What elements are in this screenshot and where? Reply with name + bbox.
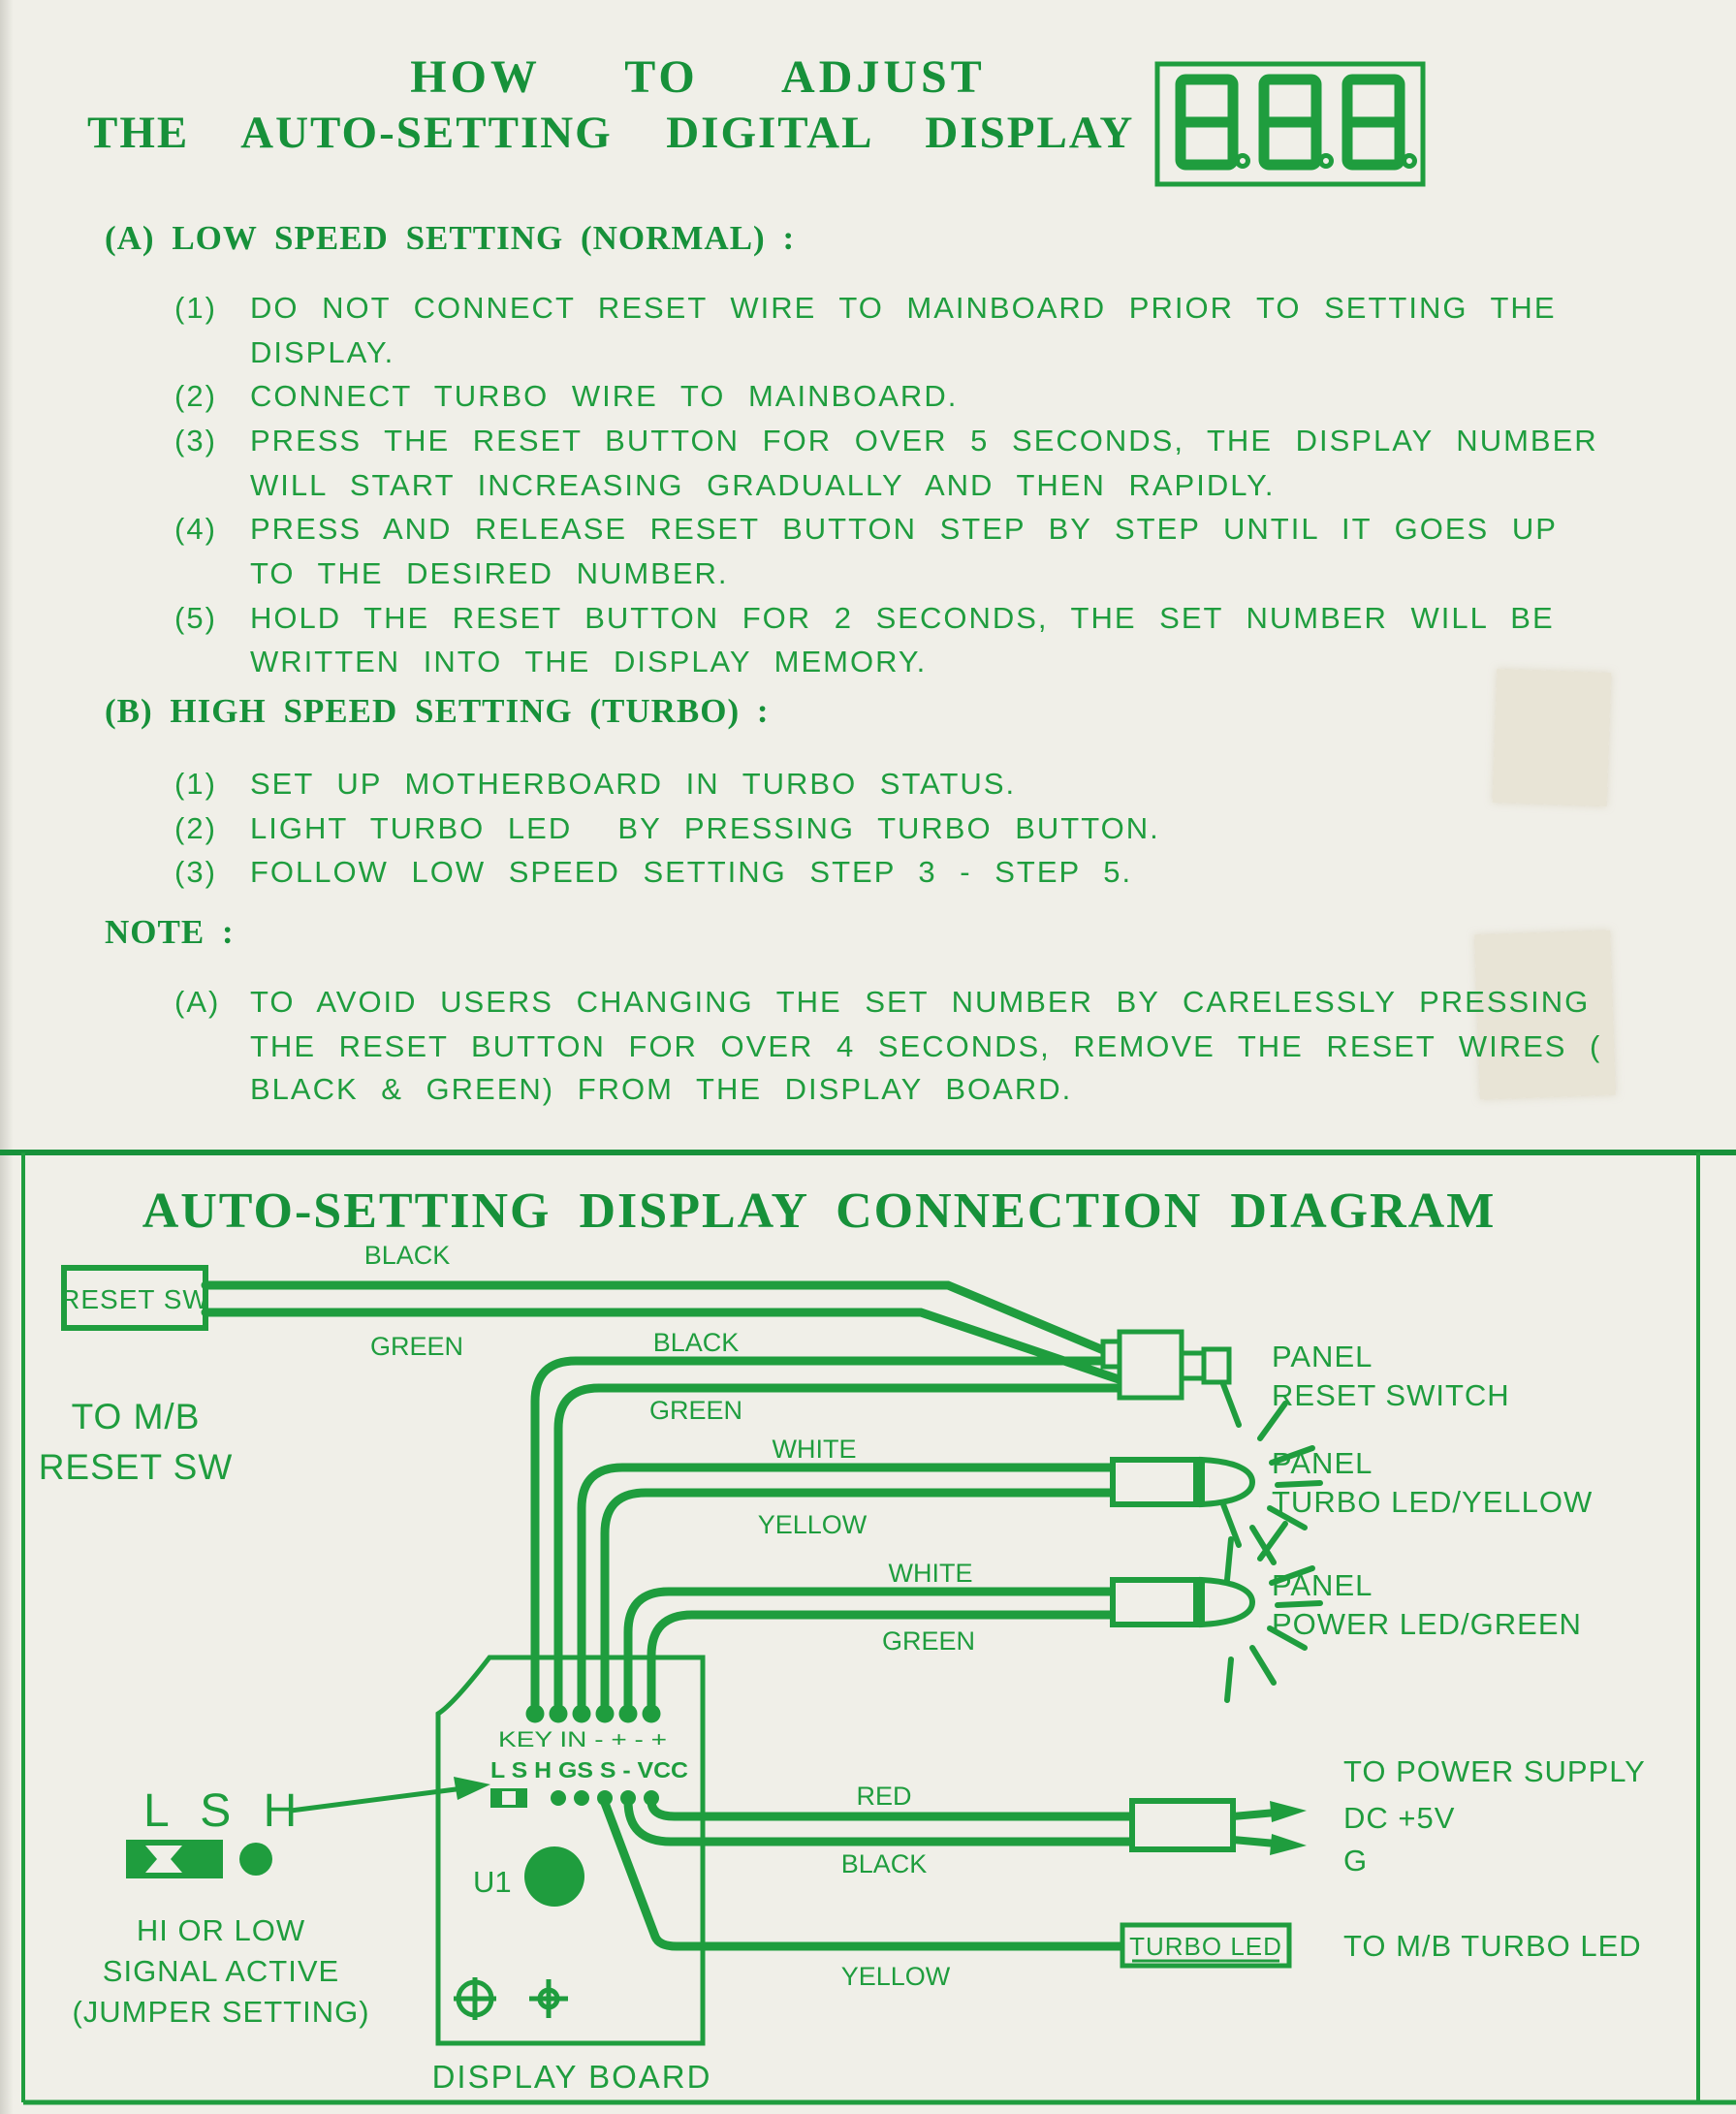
lsh-legend-label: L S H — [143, 1785, 307, 1837]
board-pin-row2-label: L S H GS S - VCC — [490, 1757, 688, 1783]
section-b-heading: (B) HIGH SPEED SETTING (TURBO) : — [105, 692, 770, 730]
item-a5-num: (5) — [174, 601, 217, 635]
wire-label-black-power: BLACK — [840, 1849, 928, 1878]
item-b1-line1: SET UP MOTHERBOARD IN TURBO STATUS. — [250, 767, 1017, 801]
panel-turbo-caption-line1: PANEL — [1272, 1446, 1373, 1480]
panel-reset-switch-icon — [1103, 1332, 1229, 1398]
note-num: (A) — [174, 985, 221, 1019]
seg-dot-3 — [1405, 156, 1415, 167]
wire-label-yellow-mb: YELLOW — [840, 1962, 951, 1991]
to-mb-reset-label-line1: TO M/B — [71, 1397, 201, 1436]
reset-sw-box-label: RESET SW — [60, 1284, 209, 1314]
tape-mark-top — [1493, 669, 1612, 806]
panel-reset-caption-line2: RESET SWITCH — [1272, 1378, 1510, 1412]
to-mb-turbo-caption: TO M/B TURBO LED — [1343, 1929, 1642, 1963]
item-b3-line1: FOLLOW LOW SPEED SETTING STEP 3 - STEP 5. — [250, 855, 1133, 889]
item-a3-line1: PRESS THE RESET BUTTON FOR OVER 5 SECONDS, THE DISPLAY NUMBER — [250, 424, 1598, 458]
board-pin-row1-label: KEY IN - + - + — [498, 1727, 667, 1751]
connection-diagram — [0, 1124, 1736, 2114]
jumper-legend-pin-dot — [239, 1843, 272, 1876]
item-a4-line1: PRESS AND RELEASE RESET BUTTON STEP BY STEP UNTIL IT GOES UP — [250, 512, 1558, 546]
panel-power-caption-line1: PANEL — [1272, 1568, 1373, 1602]
board-jumper-cap — [502, 1791, 516, 1805]
power-supply-caption-line3: G — [1343, 1844, 1369, 1877]
power-connector-icon — [1132, 1801, 1233, 1849]
to-mb-reset-label-line2: RESET SW — [38, 1447, 234, 1487]
jumper-note-line2: SIGNAL ACTIVE — [102, 1954, 340, 1988]
panel-power-caption-line2: POWER LED/GREEN — [1272, 1607, 1582, 1641]
power-supply-caption-line1: TO POWER SUPPLY — [1343, 1754, 1646, 1788]
board-u1-label: U1 — [473, 1865, 512, 1899]
item-a5-line2: WRITTEN INTO THE DISPLAY MEMORY. — [250, 645, 928, 678]
page-title-line2: THE AUTO-SETTING DIGITAL DISPLAY — [87, 108, 1135, 158]
item-a4-num: (4) — [174, 512, 217, 546]
page-title-line1: HOW TO ADJUST — [410, 51, 986, 103]
item-a1-line1: DO NOT CONNECT RESET WIRE TO MAINBOARD PRIOR TO SETTING THE — [250, 291, 1557, 325]
item-a2-line1: CONNECT TURBO WIRE TO MAINBOARD. — [250, 379, 959, 413]
seg-dot-1 — [1238, 156, 1248, 167]
wire-label-green1: GREEN — [369, 1332, 464, 1361]
wire-label-black1: BLACK — [363, 1241, 451, 1270]
item-a1-line2: DISPLAY. — [250, 335, 395, 369]
item-a4-line2: TO THE DESIRED NUMBER. — [250, 556, 729, 590]
mounting-hole-icon-small — [529, 1979, 568, 2018]
note-line2: THE RESET BUTTON FOR OVER 4 SECONDS, REMOVE THE RESET WIRES ( — [250, 1029, 1602, 1063]
wire-label-red: RED — [856, 1782, 912, 1811]
board-pin-dots — [526, 1705, 661, 1723]
power-lead-arrow-bottom — [1270, 1834, 1307, 1855]
board-solder-dots — [551, 1790, 659, 1806]
wire-label-white-turbo: WHITE — [772, 1435, 857, 1464]
item-a3-num: (3) — [174, 424, 217, 458]
power-connector-leads — [1233, 1813, 1276, 1844]
panel-turbo-caption-line2: TURBO LED/YELLOW — [1272, 1485, 1594, 1519]
mounting-hole-icon-large — [454, 1977, 496, 2020]
note-line3: BLACK & GREEN) FROM THE DISPLAY BOARD. — [250, 1072, 1073, 1106]
jumper-note-line3: (JUMPER SETTING) — [72, 1995, 370, 2029]
power-led-icon — [1113, 1504, 1320, 1700]
panel-reset-caption-line1: PANEL — [1272, 1340, 1373, 1373]
seg-digit-1 — [1181, 79, 1233, 165]
item-a1-num: (1) — [174, 291, 217, 325]
seg-dot-2 — [1321, 156, 1332, 167]
power-lead-arrow-top — [1270, 1801, 1307, 1822]
seg-digit-3 — [1347, 79, 1400, 165]
jumper-pointer-arrowhead — [454, 1777, 490, 1800]
item-b3-num: (3) — [174, 855, 217, 889]
seven-segment-display — [1153, 60, 1427, 188]
chip-u1-icon — [524, 1846, 584, 1907]
wire-label-black2: BLACK — [652, 1328, 740, 1357]
diagram-title: AUTO-SETTING DISPLAY CONNECTION DIAGRAM — [142, 1183, 1497, 1239]
wire-label-white-power: WHITE — [888, 1559, 973, 1588]
item-b2-line1: LIGHT TURBO LED BY PRESSING TURBO BUTTON. — [250, 811, 1160, 845]
display-board-outline — [438, 1657, 703, 2043]
item-b2-num: (2) — [174, 811, 217, 845]
section-a-heading: (A) LOW SPEED SETTING (NORMAL) : — [105, 219, 796, 257]
turbo-led-icon — [1113, 1384, 1320, 1580]
jumper-note-line1: HI OR LOW — [136, 1913, 306, 1947]
item-a5-line1: HOLD THE RESET BUTTON FOR 2 SECONDS, THE SET NUMBER WILL BE — [250, 601, 1555, 635]
note-heading: NOTE : — [105, 913, 235, 951]
display-board-caption: DISPLAY BOARD — [431, 2059, 712, 2095]
wire-label-yellow-turbo: YELLOW — [757, 1510, 868, 1539]
power-supply-caption-line2: DC +5V — [1343, 1801, 1456, 1835]
seg-digit-2 — [1264, 79, 1316, 165]
turbo-led-connector-label: TURBO LED — [1129, 1932, 1282, 1961]
wire-label-green-power: GREEN — [881, 1626, 976, 1656]
item-a3-line2: WILL START INCREASING GRADUALLY AND THEN RAPIDLY. — [250, 468, 1276, 502]
wire-label-green2: GREEN — [648, 1396, 743, 1425]
item-b1-num: (1) — [174, 767, 217, 801]
item-a2-num: (2) — [174, 379, 217, 413]
note-line1: TO AVOID USERS CHANGING THE SET NUMBER BY CARELESSLY PRESSING — [250, 985, 1591, 1019]
